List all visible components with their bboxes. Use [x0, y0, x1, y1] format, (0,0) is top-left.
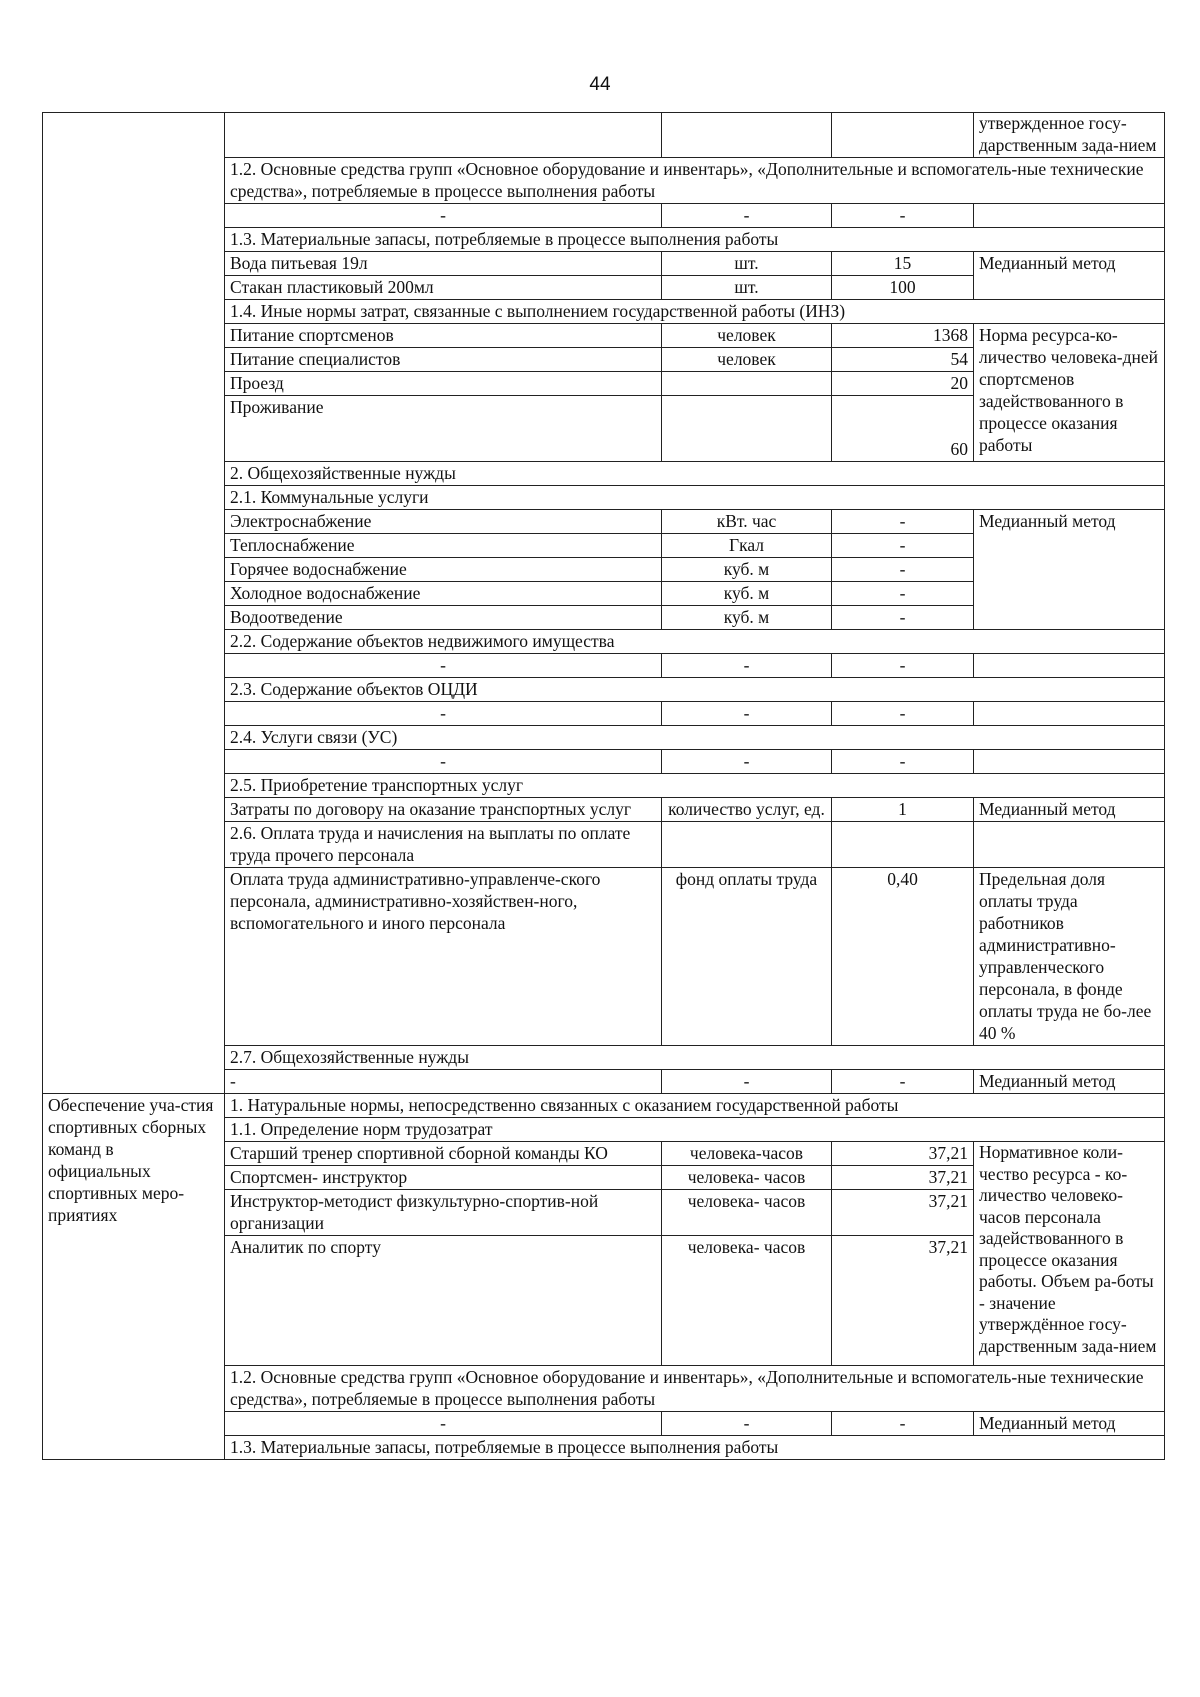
table-row: Инструктор-методист физкультурно-спортив-ной организации человека- часов 37,21 — [43, 1190, 1165, 1236]
table-row: - - - — [43, 654, 1165, 678]
norms-table — [42, 112, 1165, 1460]
table-row: Проезд 20 — [43, 372, 1165, 396]
section-heading: 1.2. Основные средства групп «Основное оборудование и инвентарь», «Дополнительные и вспомогатель-ные технические средства», потребляемые в процессе выполнения работы — [225, 1366, 1165, 1412]
table-row: Стакан пластиковый 200мл шт. 100 — [43, 276, 1165, 300]
section-heading: 2.2. Содержание объектов недвижимого имущества — [225, 630, 1165, 654]
table-row: Теплоснабжение Гкал - — [43, 534, 1165, 558]
work-name-cell: Обеспечение уча-стия спортивных сборных команд в официальных спортивных меро-приятиях — [43, 1094, 225, 1460]
section-heading: 1.3. Материальные запасы, потребляемые в процессе выполнения работы — [225, 228, 1165, 252]
section-heading: 1.4. Иные нормы затрат, связанные с выполнением государственной работы (ИНЗ) — [225, 300, 1165, 324]
table-row: Спортсмен- инструктор человека- часов 37,21 — [43, 1166, 1165, 1190]
table-row: Старший тренер спортивной сборной команды КО человека-часов 37,21 Нормативное коли-чество ресурса - ко-личество человеко-часов персонала задействованного в процессе оказания работы. Объем ра-боты - значение утверждённое госу-дарственным зада-нием — [43, 1142, 1165, 1166]
note-cell: Предельная доля оплаты труда работников административно-управленческого персонала, в фонде оплаты труда не бо-лее 40 % — [974, 868, 1165, 1046]
section-heading: 2.5. Приобретение транспортных услуг — [225, 774, 1165, 798]
page-number: 44 — [589, 74, 611, 95]
note-cell: Нормативное коли-чество ресурса - ко-личество человеко-часов персонала задействованного в процессе оказания работы. Объем ра-боты - значение утверждённое госу-дарственным зада-нием — [974, 1142, 1165, 1366]
table-row: Питание спортсменов человек 1368 Норма ресурса-ко-личество человека-дней спортсменов задействованного в процессе оказания работы — [43, 324, 1165, 348]
table-row: Водоотведение куб. м - — [43, 606, 1165, 630]
table-row — [43, 113, 1165, 158]
section-heading: 2.1. Коммунальные услуги — [225, 486, 1165, 510]
table-row: - - - — [43, 702, 1165, 726]
table-row: Вода питьевая 19л шт. 15 Медианный метод — [43, 252, 1165, 276]
note-cell: Норма ресурса-ко-личество человека-дней спортсменов задействованного в процессе оказания работы — [974, 324, 1165, 462]
table-row: - - - — [43, 750, 1165, 774]
table-row: Холодное водоснабжение куб. м - — [43, 582, 1165, 606]
section-heading: 2.6. Оплата труда и начисления на выплаты по оплате труда прочего персонала — [225, 822, 662, 868]
section-heading: 1.3. Материальные запасы, потребляемые в процессе выполнения работы — [225, 1436, 1165, 1460]
table-row: Проживание 60 — [43, 396, 1165, 462]
section-heading: 1. Натуральные нормы, непосредственно связанных с оказанием государственной работы — [225, 1094, 1165, 1118]
note-cell: утвержденное госу-дарственным зада-нием — [974, 113, 1165, 158]
table-row: Аналитик по спорту человека- часов 37,21 — [43, 1236, 1165, 1366]
section-heading: 2. Общехозяйственные нужды — [225, 462, 1165, 486]
section-heading: 1.2. Основные средства групп «Основное оборудование и инвентарь», «Дополнительные и вспомогатель-ные технические средства», потребляемые в процессе выполнения работы — [225, 158, 1165, 204]
section-row — [43, 1094, 1165, 1118]
table-row: Горячее водоснабжение куб. м - — [43, 558, 1165, 582]
left-empty-cell — [43, 113, 225, 1094]
section-heading: 2.7. Общехозяйственные нужды — [225, 1046, 1165, 1070]
table-row: Затраты по договору на оказание транспортных услуг количество услуг, ед. 1 Медианный метод — [43, 798, 1165, 822]
table-row: Электроснабжение кВт. час - Медианный метод — [43, 510, 1165, 534]
section-heading: 2.3. Содержание объектов ОЦДИ — [225, 678, 1165, 702]
table-row: - - - Медианный метод — [43, 1412, 1165, 1436]
table-row: Оплата труда административно-управленче-ского персонала, административно-хозяйствен-ного, вспомогательного и иного персонала фонд оплаты труда 0,40 Предельная доля оплаты труда работников административно-управленческого персонала, в фонде оплаты труда не бо-лее 40 % — [43, 868, 1165, 1046]
table-row: Питание специалистов человек 54 — [43, 348, 1165, 372]
section-heading: 2.4. Услуги связи (УС) — [225, 726, 1165, 750]
section-heading: 1.1. Определение норм трудозатрат — [225, 1118, 1165, 1142]
table-row: - - - Медианный метод — [43, 1070, 1165, 1094]
table-row: - - - — [43, 204, 1165, 228]
